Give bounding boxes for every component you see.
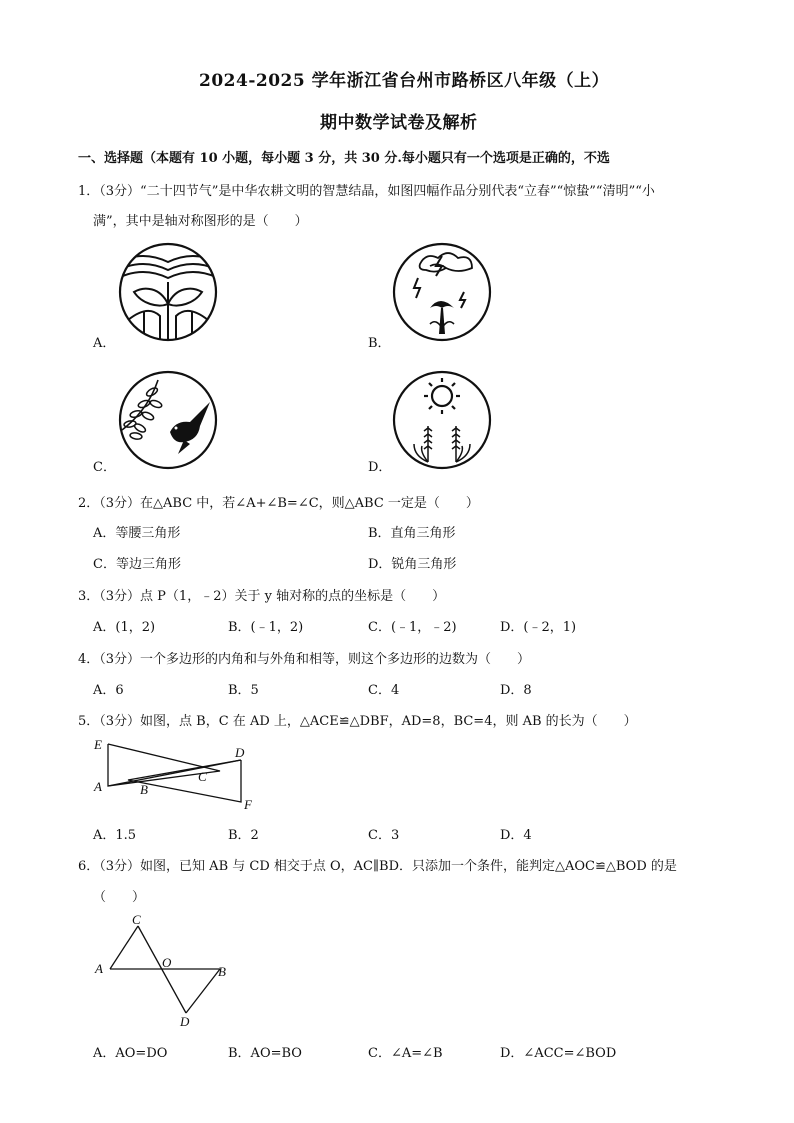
q2-option-d: D．锐角三角形 xyxy=(368,557,457,572)
q6-option-b: B．AO=BO xyxy=(228,1046,302,1061)
q2-option-b: B．直角三角形 xyxy=(368,526,456,541)
q5-label-c: C xyxy=(198,769,207,784)
q1-stem-line-2: 满”，其中是轴对称图形的是（ ） xyxy=(93,214,308,229)
title-line-2: 期中数学试卷及解析 xyxy=(320,113,478,133)
q6-figure xyxy=(90,910,240,1030)
q5-stem: 5．（3分）如图，点 B，C 在 AD 上，△ACE≌△DBF，AD=8，BC=4，则 AB 的长为（ ） xyxy=(78,714,637,729)
q3-option-d: D．(﹣2，1) xyxy=(500,620,577,635)
q6-label-a: A xyxy=(95,961,103,976)
q5-label-e: E xyxy=(94,737,102,752)
q1-option-d: D． xyxy=(368,460,392,475)
q5-label-f: F xyxy=(244,797,252,812)
q6-label-d: D xyxy=(180,1014,190,1029)
q4-option-b: B．5 xyxy=(228,683,259,698)
q1-option-a: A． xyxy=(93,336,116,351)
q5-option-d: D．4 xyxy=(500,828,532,843)
q3-stem: 3．（3分）点 P（1，﹣2）关于 y 轴对称的点的坐标是（ ） xyxy=(78,589,446,604)
q1-figure-b-jingzhe xyxy=(392,242,492,342)
section-heading: 一、选择题（本题有 10 小题，每小题 3 分，共 30 分.每小题只有一个选项是正确的，不选 xyxy=(78,151,610,166)
q2-option-c: C．等边三角形 xyxy=(93,557,181,572)
q3-option-a: A．(1，2) xyxy=(93,620,156,635)
q3-option-c: C．(﹣1，﹣2) xyxy=(368,620,457,635)
q6-option-c: C．∠A=∠B xyxy=(368,1046,443,1061)
q1-figure-a-lichun xyxy=(118,242,218,342)
q5-option-b: B．2 xyxy=(228,828,259,843)
q4-stem: 4．（3分）一个多边形的内角和与外角和相等，则这个多边形的边数为（ ） xyxy=(78,652,531,667)
q6-stem: 6．（3分）如图，已知 AB 与 CD 相交于点 O，AC∥BD．只添加一个条件，能判定△AOC≌△BOD 的是 xyxy=(78,859,677,874)
q1-option-c: C． xyxy=(93,460,116,475)
q2-stem: 2．（3分）在△ABC 中，若∠A+∠B=∠C，则△ABC 一定是（ ） xyxy=(78,496,479,511)
q5-label-a: A xyxy=(94,779,102,794)
q5-option-c: C．3 xyxy=(368,828,400,843)
q6-option-a: A．AO=DO xyxy=(93,1046,168,1061)
q6-label-c: C xyxy=(132,912,141,927)
q1-figure-d-xiaoman xyxy=(392,370,492,470)
q1-figure-c-qingming xyxy=(118,370,218,470)
q5-label-d: D xyxy=(235,745,245,760)
q5-option-a: A．1.5 xyxy=(93,828,137,843)
q4-option-c: C．4 xyxy=(368,683,400,698)
q4-option-a: A．6 xyxy=(93,683,124,698)
q2-option-a: A．等腰三角形 xyxy=(93,526,181,541)
q1-option-b: B． xyxy=(368,336,391,351)
q6-label-b: B xyxy=(218,964,226,979)
q5-figure xyxy=(88,736,268,816)
q6-label-o: O xyxy=(162,955,172,970)
q3-option-b: B．(﹣1，2) xyxy=(228,620,304,635)
q6-paren: （ ） xyxy=(93,890,146,905)
title-line-1: 2024-2025 学年浙江省台州市路桥区八年级（上） xyxy=(199,71,610,91)
q4-option-d: D．8 xyxy=(500,683,532,698)
q6-option-d: D．∠ACC=∠BOD xyxy=(500,1046,617,1061)
q1-stem-line-1: 1．（3分）“二十四节气”是中华农耕文明的智慧结晶，如图四幅作品分别代表“立春”“惊蛰”“清明”“小 xyxy=(78,184,655,199)
q5-label-b: B xyxy=(140,782,148,797)
